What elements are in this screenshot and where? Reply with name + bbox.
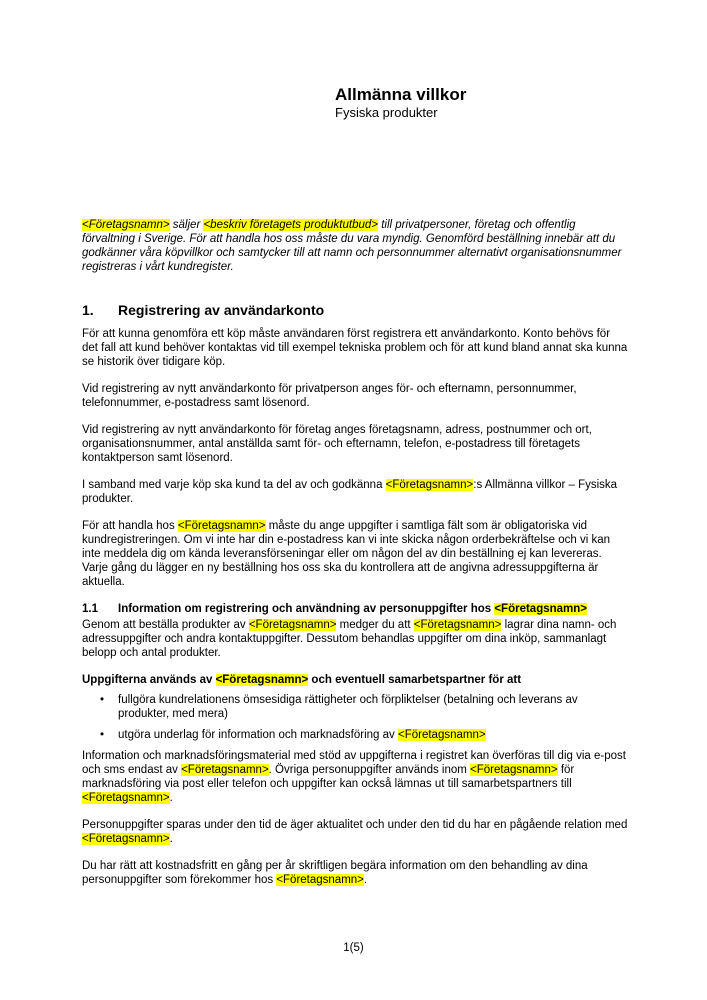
placeholder-highlight: <Företagsnamn>	[494, 603, 588, 615]
bullet-list	[82, 693, 628, 742]
placeholder-highlight: <Företagsnamn>	[398, 729, 486, 741]
text-run: lagrar dina namn- och adressuppgifter och andra kontaktuppgifter. Dessutom behandlas uppgifter om dina inköp, sammanlagt belopp och antal produkter.	[82, 619, 617, 659]
placeholder-highlight: <beskriv företagets produktutbud>	[203, 219, 378, 231]
placeholder-highlight: <Företagsnamn>	[248, 619, 337, 631]
placeholder-highlight: <Företagsnamn>	[82, 792, 170, 804]
text-run: medger du att	[336, 619, 414, 631]
section-1-1-number: 1.1	[82, 603, 98, 615]
text-run: Du har rätt att kostnadsfritt en gång per år skriftligen begära information om den behandling av dina personuppgifter som förekommer hos	[82, 860, 588, 886]
placeholder-highlight: <Företagsnamn>	[385, 479, 474, 491]
bullet-text	[118, 728, 628, 742]
section-1-paragraph-1: För att kunna genomföra ett köp måste användaren först registrera ett användarkonto. Konto behövs för det fall att kund behöver kontaktas vid till exempel tekniska problem och för att kund bland annat ska kunna se historik över tidigare köp.	[82, 328, 628, 368]
placeholder-highlight: <Företagsnamn>	[177, 520, 266, 532]
text-run: För att handla hos	[82, 520, 178, 532]
section-1-1-paragraph-2	[82, 749, 628, 805]
section-1-number: 1.	[82, 302, 94, 318]
bullet-marker-icon: •	[100, 729, 105, 741]
text-run: Information och marknadsföringsmaterial med stöd av uppgifterna i registret kan överföras till dig via e-post och sms endast av	[82, 750, 626, 776]
text-run: Personuppgifter sparas under den tid de äger aktualitet och under den tid du har en pågående relation med	[82, 819, 628, 831]
text-run: .	[363, 874, 368, 886]
section-1-1-paragraph-1	[82, 618, 628, 660]
placeholder-highlight: <Företagsnamn>	[82, 833, 170, 845]
text-run: för marknadsföring via post eller telefon och uppgifter kan också lämnas ut till samarbetspartners till	[82, 764, 575, 790]
section-1-1-heading	[82, 602, 628, 616]
document-title: Allmänna villkor	[335, 85, 467, 104]
placeholder-highlight: <Företagsnamn>	[215, 674, 309, 686]
text-run: utgöra underlag för information och marknadsföring av	[118, 729, 398, 741]
text-run: Genom att beställa produkter av	[82, 619, 249, 631]
document-subtitle: Fysiska produkter	[335, 105, 438, 120]
text-run: .	[169, 833, 173, 845]
text-run: måste du ange uppgifter i samtliga fält som är obligatoriska vid kundregistreringen. Om vi inte har din e-postadress kan vi inte skicka någon orderbekräftelse och vi kan inte meddela dig om kända leveransförseningar eller om någon del av din beställning ej kan levereras. Varje gång du lägger en ny beställning hos oss ska du kontrollera att de angivna adressuppgifterna är aktuella.	[82, 520, 610, 588]
text-run: .	[169, 792, 173, 804]
document-header	[335, 85, 466, 121]
section-1-title: Registrering av användarkonto	[118, 302, 325, 318]
bullet-marker-icon: •	[100, 694, 105, 706]
text-run: till privatpersoner, företag och offentlig förvaltning i Sverige. För att handla hos oss måste du vara myndig. Genomförd beställning innebär att du godkänner våra köpvillkor och samtycker till att namn och personnummer alternativt organisationsnummer registreras i vårt kundregister.	[82, 219, 622, 273]
bullet-item	[82, 728, 628, 742]
section-1-heading	[82, 302, 628, 319]
text-run: I samband med varje köp ska kund ta del av och godkänna	[82, 479, 386, 491]
text-run: Uppgifterna används av	[82, 674, 216, 686]
text-run: säljer	[169, 219, 204, 231]
section-1-paragraph-3: Vid registrering av nytt användarkonto för företag anges företagsnamn, adress, postnummer och ort, organisationsnummer, antal anställda samt för- och efternamn, telefon, e-postadress till företagets kontaktperson samt lösenord.	[82, 424, 592, 464]
placeholder-highlight: <Företagsnamn>	[276, 874, 364, 886]
text-run: fullgöra kundrelationens ömsesidiga rättigheter och förpliktelser (betalning och leverans av produkter, med mera)	[118, 694, 578, 720]
placeholder-highlight: <Företagsnamn>	[181, 764, 269, 776]
placeholder-highlight: <Företagsnamn>	[413, 619, 502, 631]
text-run: Information om registrering och användning av personuppgifter hos	[118, 603, 495, 615]
section-1-1-paragraph-3	[82, 818, 628, 846]
text-run: :s Allmänna villkor – Fysiska produkter.	[82, 479, 618, 505]
section-1-paragraph-5	[82, 519, 628, 589]
section-1-1-paragraph-4	[82, 859, 628, 887]
text-run: och eventuell samarbetspartner för att	[308, 674, 522, 686]
bullet-item	[82, 693, 628, 721]
page-number: 1(5)	[343, 942, 364, 954]
text-run: . Övriga personuppgifter används inom	[268, 764, 471, 776]
bullet-text	[118, 693, 628, 721]
placeholder-highlight: <Företagsnamn>	[82, 219, 170, 231]
intro-paragraph	[82, 218, 628, 274]
section-1-1-title	[118, 603, 587, 615]
section-1-1-lead	[82, 673, 628, 687]
section-1-paragraph-2: Vid registrering av nytt användarkonto för privatperson anges för- och efternamn, personnummer, telefonnummer, e-postadress samt lösenord.	[82, 383, 577, 409]
section-1-paragraph-4	[82, 478, 628, 506]
placeholder-highlight: <Företagsnamn>	[470, 764, 558, 776]
